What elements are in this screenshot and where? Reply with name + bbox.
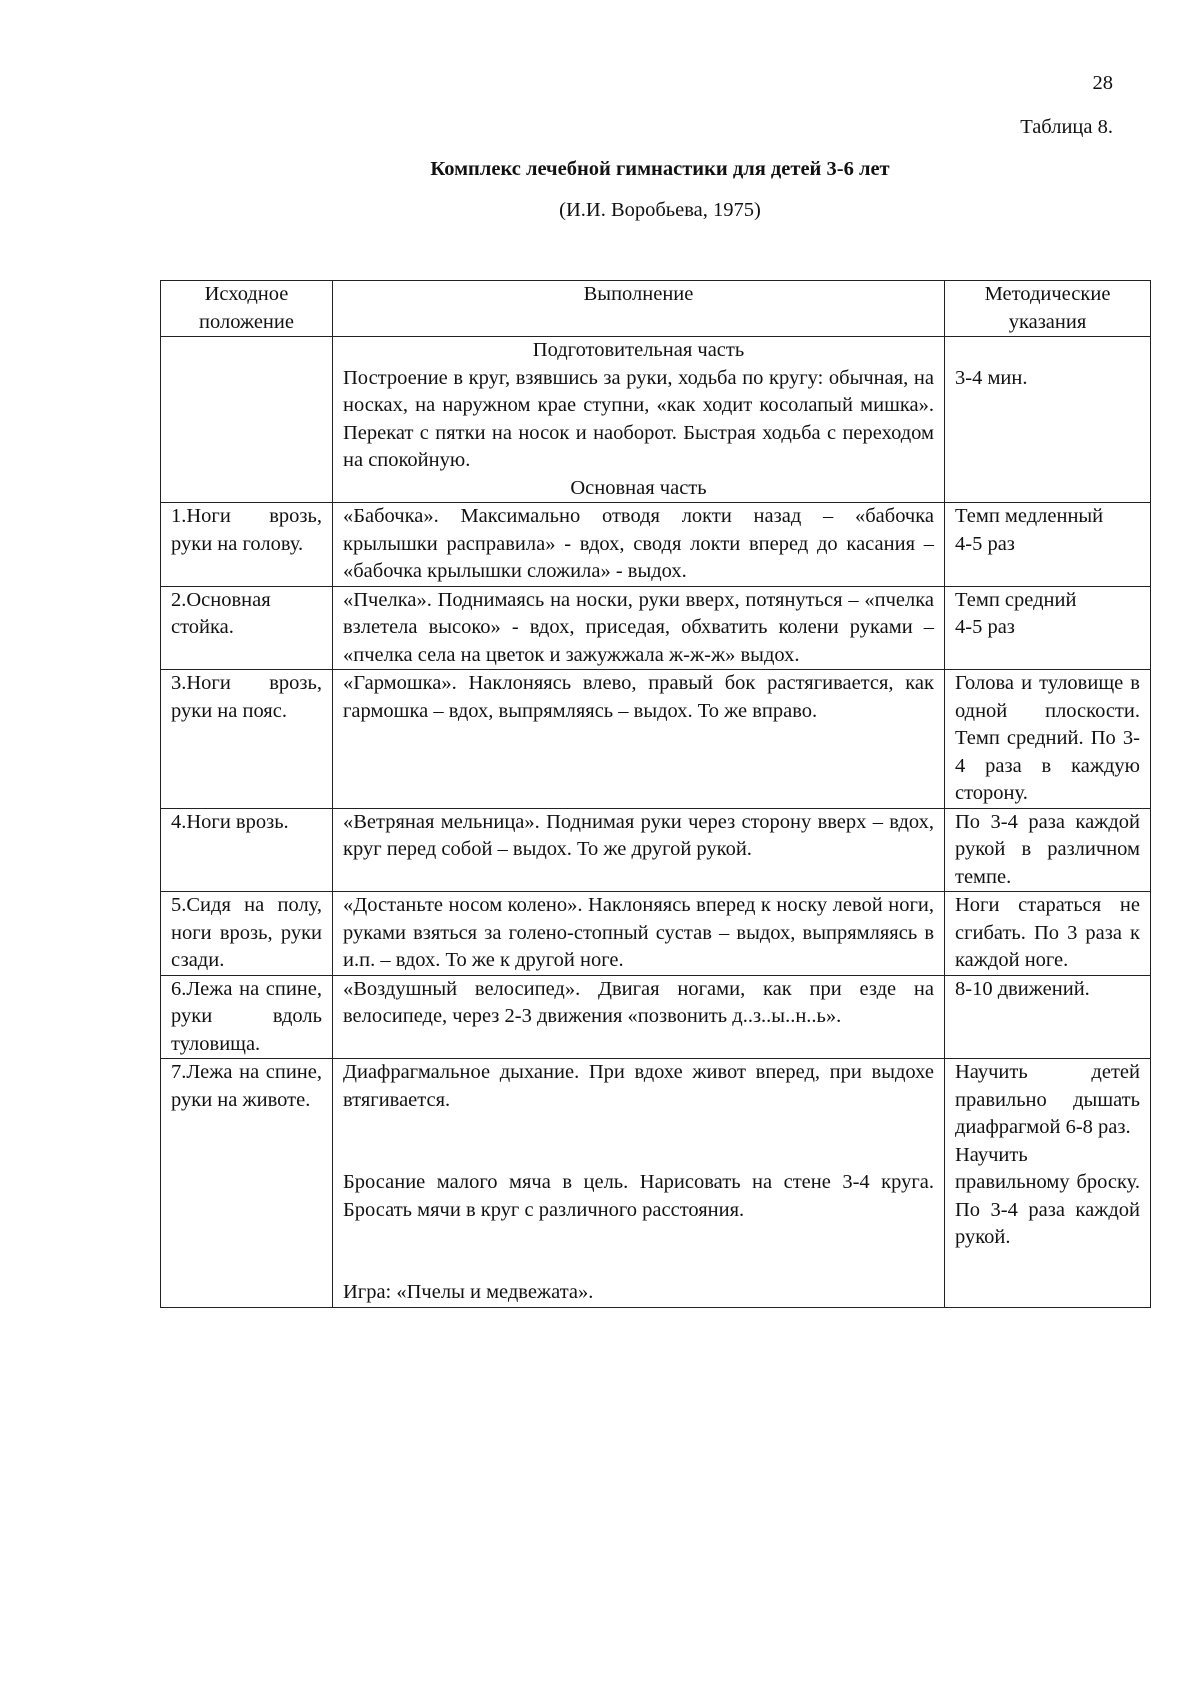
notes-cell xyxy=(945,503,1151,587)
document-title: Комплекс лечебной гимнастики для детей 3-6 лет xyxy=(430,158,890,180)
header-position: Исходное положение xyxy=(161,281,333,337)
position-cell: 2.Основная стойка. xyxy=(161,586,333,670)
table-header-row xyxy=(161,281,1151,337)
document-subtitle: (И.И. Воробьева, 1975) xyxy=(559,199,761,221)
execution-cell xyxy=(333,337,945,503)
prep-note: 3-4 мин. xyxy=(955,366,1028,389)
section-heading-prep: Подготовительная часть xyxy=(532,339,745,361)
execution-cell: «Пчелка». Поднимаясь на носки, руки вверх, потянуться – «пчелка взлетела высоко» - вдох, приседая, обхватить колени руками – «пчелка села на цветок и зажужжала ж-ж-ж» выдох. xyxy=(333,586,945,670)
note-line: 4-5 раз xyxy=(955,532,1015,555)
notes-cell: По 3-4 раза каждой рукой в различном темпе. xyxy=(945,808,1151,892)
table-row xyxy=(161,586,1151,670)
position-cell: 4.Ноги врозь. xyxy=(161,808,333,892)
table-row xyxy=(161,975,1151,1059)
section-heading-main: Основная часть xyxy=(570,476,707,499)
table-row xyxy=(161,503,1151,587)
execution-cell: «Достаньте носом колено». Наклоняясь вперед к носку левой ноги, руками взяться за голено-стопный сустав – выдох, выпрямляясь в и.п. – вдох. То же к другой ноге. xyxy=(333,892,945,976)
table-row xyxy=(161,337,1151,503)
position-cell: 5.Сидя на полу, ноги врозь, руки сзади. xyxy=(161,892,333,976)
note-line: Научить правильному броску. По 3-4 раза каждой рукой. xyxy=(955,1143,1140,1248)
position-cell xyxy=(161,337,333,503)
table-row xyxy=(161,670,1151,809)
notes-cell: Ноги стараться не сгибать. По 3 раза к каждой ноге. xyxy=(945,892,1151,976)
notes-cell: Голова и туловище в одной плоскости. Темп средний. По 3-4 раза в каждую сторону. xyxy=(945,670,1151,809)
position-cell: 7.Лежа на спине, руки на животе. xyxy=(161,1059,333,1308)
prep-text: Построение в круг, взявшись за руки, ходьба по кругу: обычная, на носках, на наружном крае ступни, «как ходит косолапый мишка». Перекат с пятки на носок и наоборот. Быстрая ходьба с переходом на спокойную. xyxy=(343,366,934,471)
notes-cell xyxy=(945,337,1151,503)
note-line: Темп медленный xyxy=(955,505,1104,527)
notes-cell: 8-10 движений. xyxy=(945,975,1151,1059)
note-line: Темп средний xyxy=(955,588,1077,611)
position-cell: 1.Ноги врозь, руки на голову. xyxy=(161,503,333,587)
header-notes: Методические указания xyxy=(945,281,1151,337)
notes-cell xyxy=(945,586,1151,670)
table-row xyxy=(161,1059,1151,1308)
position-cell: 6.Лежа на спине, руки вдоль туловища. xyxy=(161,975,333,1059)
table-row xyxy=(161,892,1151,976)
execution-text: Диафрагмальное дыхание. При вдохе живот вперед, при выдохе втягивается. xyxy=(343,1061,934,1111)
position-cell: 3.Ноги врозь, руки на пояс. xyxy=(161,670,333,809)
exercise-table xyxy=(160,280,1151,1308)
execution-text: Бросание малого мяча в цель. Нарисовать на стене 3-4 круга. Бросать мячи в круг с различного расстояния. xyxy=(343,1171,934,1221)
page-number: 28 xyxy=(1092,72,1113,94)
execution-cell xyxy=(333,1059,945,1308)
header-execution: Выполнение xyxy=(333,281,945,337)
execution-cell: «Бабочка». Максимально отводя локти назад – «бабочка крылышки расправила» - вдох, сводя локти вперед до касания – «бабочка крылышки сложила» - выдох. xyxy=(333,503,945,587)
execution-cell: «Гармошка». Наклоняясь влево, правый бок растягивается, как гармошка – вдох, выпрямляясь – выдох. То же вправо. xyxy=(333,670,945,809)
notes-cell xyxy=(945,1059,1151,1308)
execution-text: Игра: «Пчелы и медвежата». xyxy=(343,1281,594,1303)
note-line: 4-5 раз xyxy=(955,616,1015,638)
table-caption: Таблица 8. xyxy=(1020,116,1113,138)
execution-cell: «Ветряная мельница». Поднимая руки через сторону вверх – вдох, круг перед собой – выдох. То же другой рукой. xyxy=(333,808,945,892)
execution-cell: «Воздушный велосипед». Двигая ногами, как при езде на велосипеде, через 2-3 движения «позвонить д..з..ы..н..ь». xyxy=(333,975,945,1059)
table-row xyxy=(161,808,1151,892)
note-line: Научить детей правильно дышать диафрагмой 6-8 раз. xyxy=(955,1061,1140,1138)
